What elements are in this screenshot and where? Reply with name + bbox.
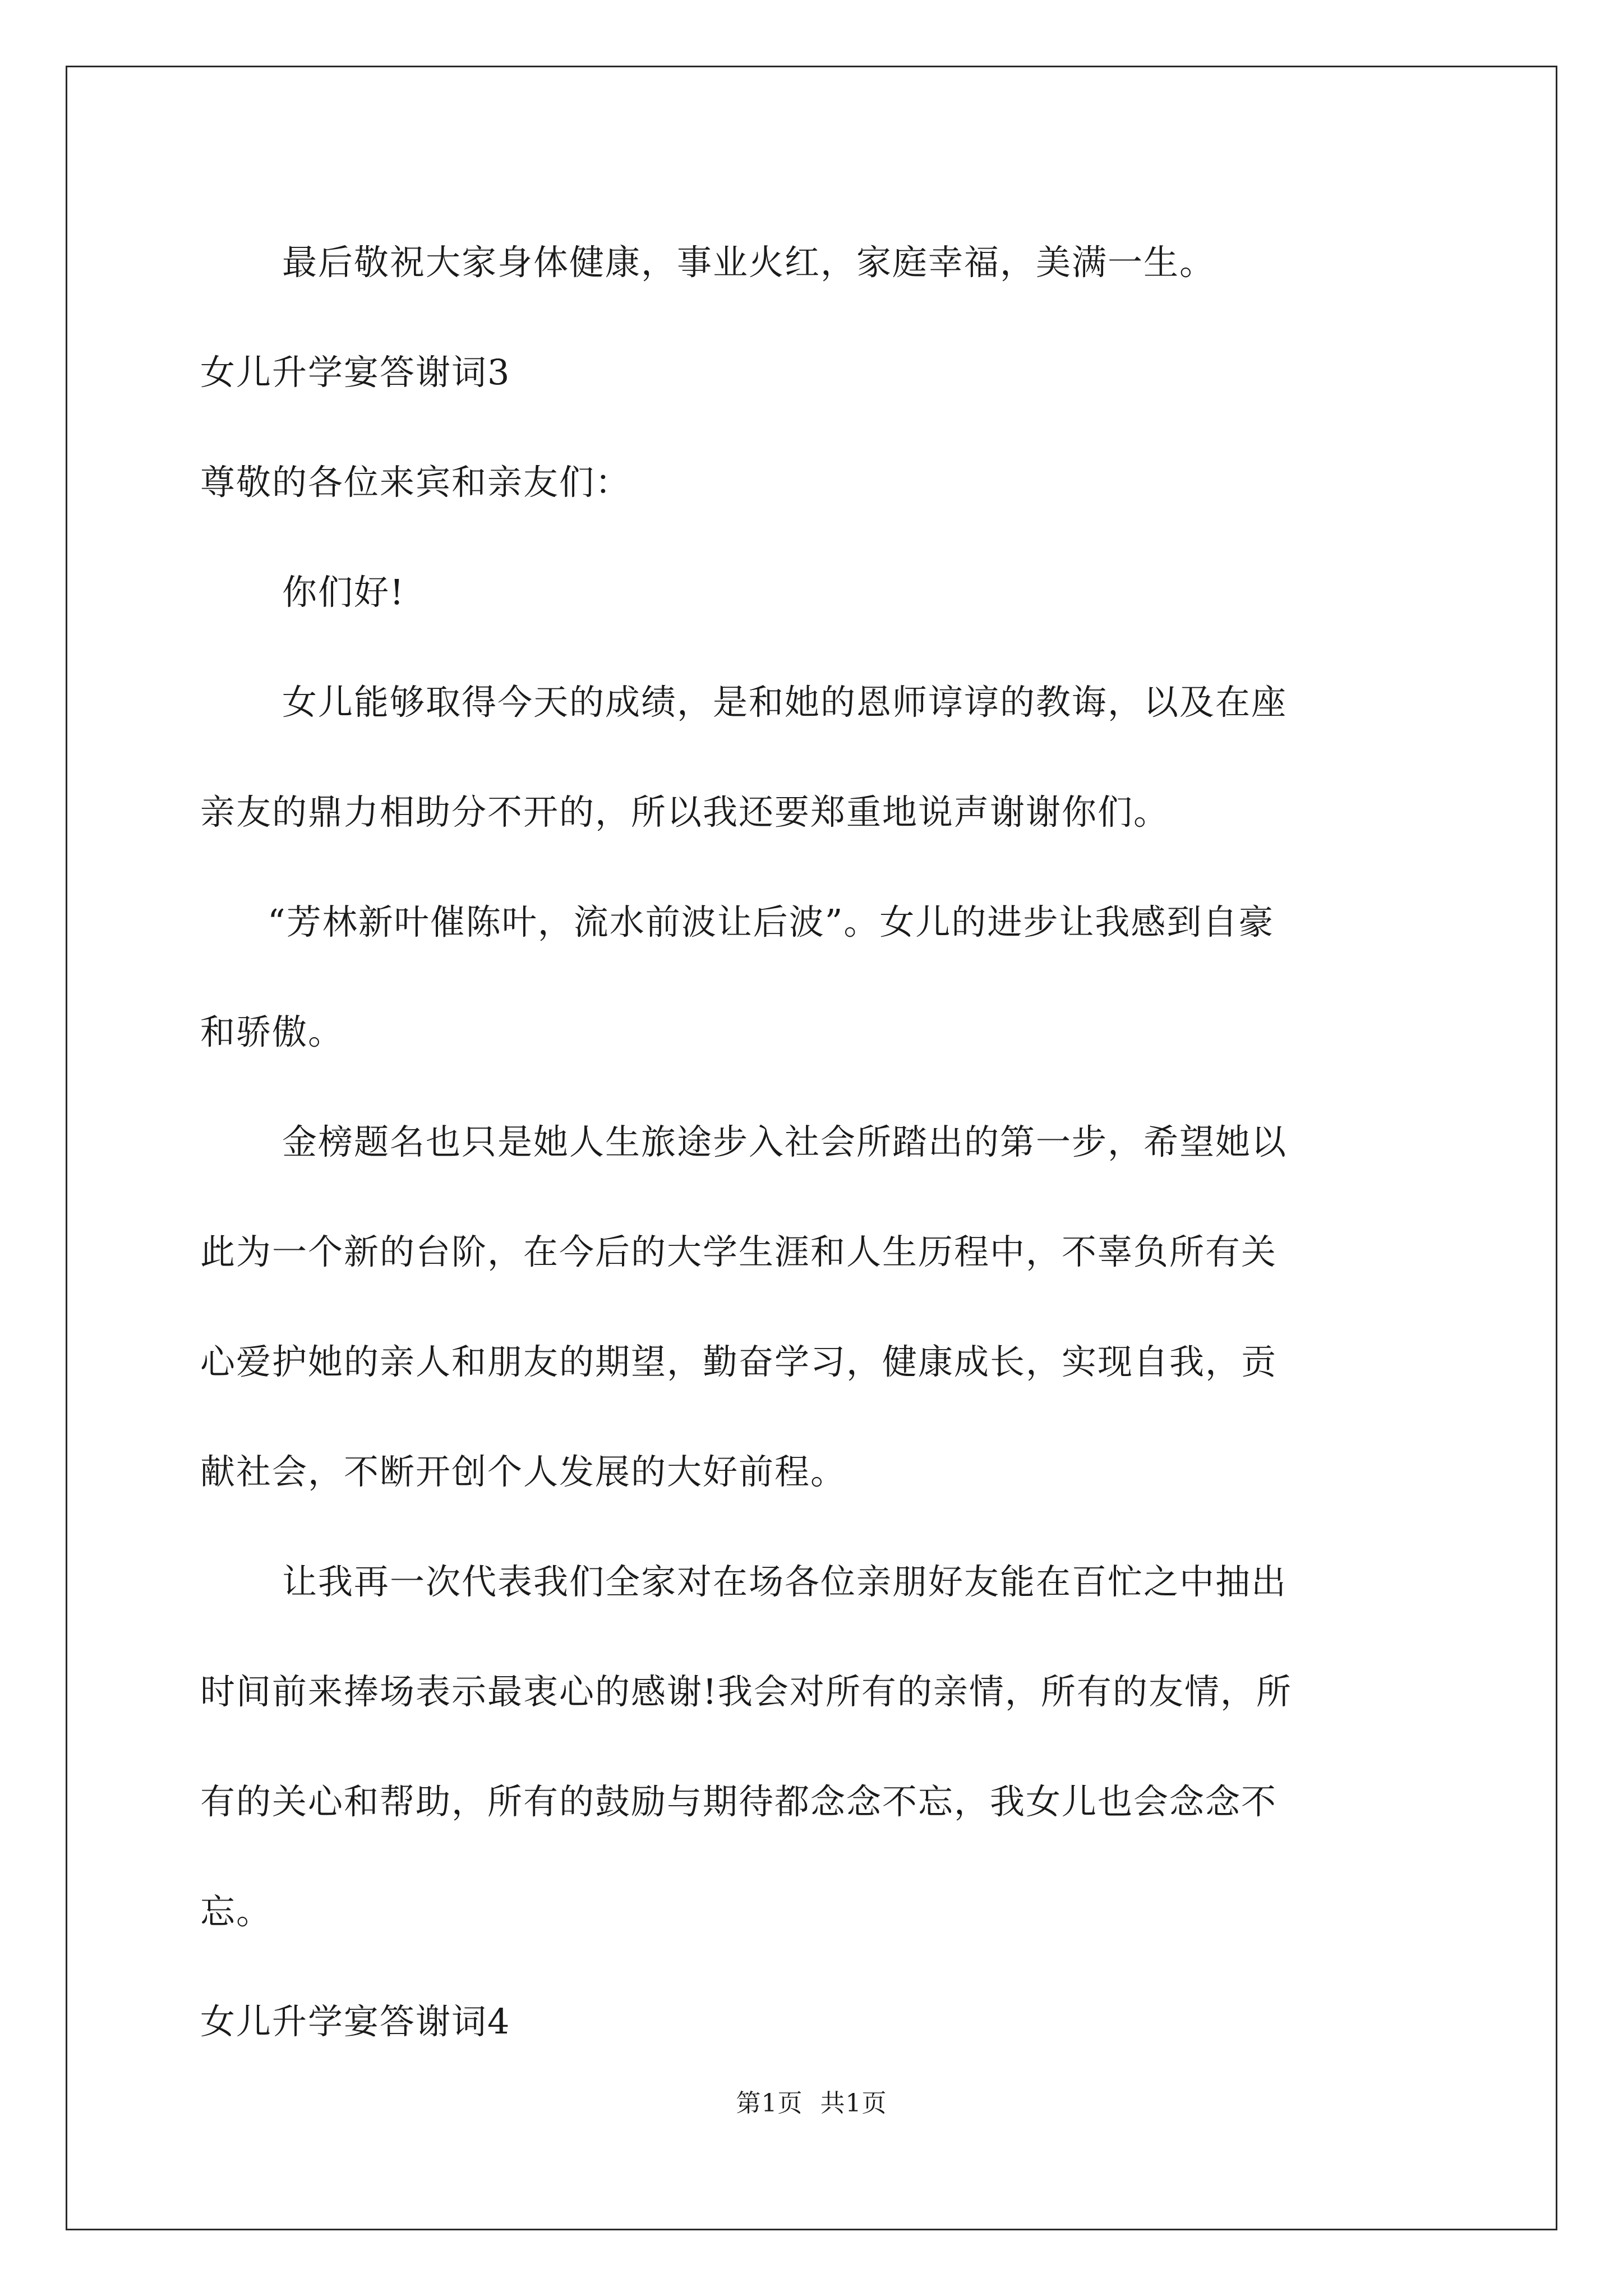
paragraph-4-line-3: 有的关心和帮助，所有的鼓励与期待都念念不忘，我女儿也会念念不 [200, 1781, 1278, 1822]
paragraph-2-line-1: “芳林新叶催陈叶，流水前波让后波”。女儿的进步让我感到自豪 [268, 901, 1275, 942]
paragraph-4-line-1: 让我再一次代表我们全家对在场各位亲朋好友能在百忙之中抽出 [282, 1561, 1288, 1602]
paragraph-3-line-1: 金榜题名也只是她人生旅途步入社会所踏出的第一步，希望她以 [282, 1121, 1288, 1162]
section-heading-4: 女儿升学宴答谢词4 [200, 2001, 511, 2042]
paragraph-2-line-2: 和骄傲。 [200, 1011, 344, 1052]
section-heading-3: 女儿升学宴答谢词3 [200, 352, 511, 393]
document-body [200, 208, 1428, 2077]
paragraph-4-line-4: 忘。 [200, 1891, 273, 1932]
paragraph-3-line-2: 此为一个新的台阶，在今后的大学生涯和人生历程中，不辜负所有关 [200, 1231, 1278, 1272]
paragraph-3-line-4: 献社会，不断开创个人发展的大好前程。 [200, 1451, 847, 1492]
page-footer [0, 2087, 1623, 2120]
greeting-line: 你们好! [282, 572, 405, 613]
page-number-total: 共1页 [820, 2089, 887, 2118]
paragraph-3-line-3: 心爱护她的亲人和朋友的期望，勤奋学习，健康成长，实现自我，贡 [200, 1341, 1278, 1382]
page-number-current: 第1页 [736, 2089, 803, 2118]
closing-wish-line: 最后敬祝大家身体健康，事业火红，家庭幸福，美满一生。 [282, 242, 1216, 283]
paragraph-1-line-1: 女儿能够取得今天的成绩，是和她的恩师谆谆的教诲，以及在座 [282, 682, 1288, 723]
salutation-line: 尊敬的各位来宾和亲友们： [200, 462, 631, 503]
paragraph-4-line-2: 时间前来捧场表示最衷心的感谢!我会对所有的亲情，所有的友情，所 [200, 1671, 1292, 1712]
paragraph-1-line-2: 亲友的鼎力相助分不开的，所以我还要郑重地说声谢谢你们。 [200, 792, 1170, 832]
